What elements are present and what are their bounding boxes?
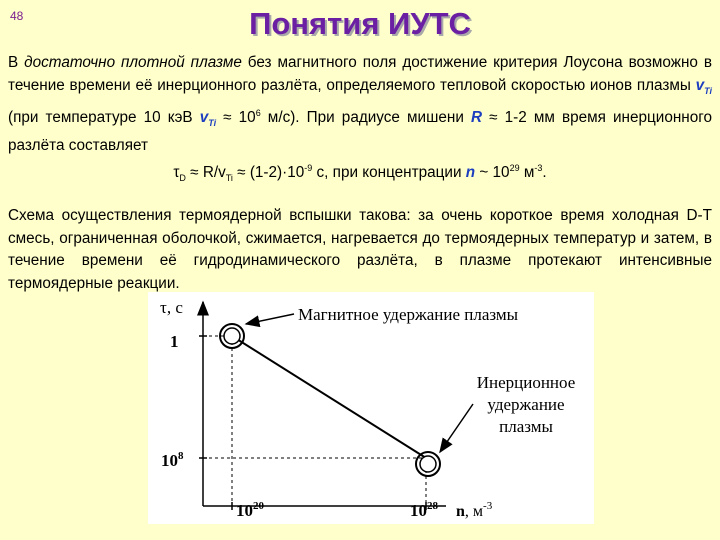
inertial-label-1: Инерционное xyxy=(476,373,576,392)
p1-velocity-symbol-2: $v_{Ti}$ xyxy=(199,109,217,129)
p1-text-6: ≈ 1-2 мм время инерционного разлёта составляет xyxy=(8,109,712,154)
diagram-svg xyxy=(148,292,594,524)
inertial-label-2: удержание xyxy=(487,395,565,414)
x-tick-1: $10^{20}$ xyxy=(236,500,264,520)
page-title: Понятия ИУТС xyxy=(249,6,471,41)
x-tick-2: $10^{28}$ xyxy=(410,500,438,520)
p1-text-5: м/с). При радиусе мишени xyxy=(260,109,471,127)
paragraph-scheme: Схема осуществления термоядерной вспышки такова: за очень короткое время холодная D-T смесь, ограниченная оболочкой, сжимается, нагревается до термоядерных температур и затем, в течение времени её гидродинамического разлёта, в плазме протекают интенсивные термоядерные реакции. xyxy=(8,207,712,292)
paragraph-inertial-time xyxy=(8,52,712,157)
y-tick-2: $10^8$ xyxy=(161,450,184,470)
formula-concentration-symbol: n xyxy=(465,164,476,182)
p1-power: 6 xyxy=(255,108,261,119)
formula-line: $\tau_D \approx R/v_{Ti} \approx (1-2)\cdot 10^{-9}$ с, при концентрации n ~ $10^{29}$ $м^{-3}$. xyxy=(173,163,547,184)
p1-velocity-symbol: $v_{Ti}$ xyxy=(695,76,712,96)
p1-text-1: В xyxy=(8,54,25,71)
inertial-arrow xyxy=(440,404,473,452)
p1-radius-symbol: R xyxy=(470,109,483,127)
y-tick-1: 1 xyxy=(170,332,179,351)
p1-text-4: ≈ 10 xyxy=(216,109,256,127)
inertial-label-3: плазмы xyxy=(499,417,553,436)
confinement-diagram xyxy=(148,292,594,524)
x-axis-label: n, $м^{-3}$ xyxy=(456,500,493,520)
confinement-line xyxy=(232,336,426,458)
inertial-marker-inner xyxy=(420,456,436,472)
p1-dense-plasma: достаточно плотной плазме xyxy=(24,54,242,71)
magnetic-marker-inner xyxy=(224,328,240,344)
p1-text-3: (при температуре 10 кэВ xyxy=(8,109,200,127)
slide-number: 48 xyxy=(10,9,24,23)
y-axis-label: τ, с xyxy=(160,298,183,317)
magnetic-arrow xyxy=(246,314,294,324)
magnetic-label: Магнитное удержание плазмы xyxy=(298,305,519,324)
p1-text-2: без магнитного поля достижение критерия Лоусона возможно в течение времени её инерционного разлёта, определяемого тепловой скоростью ионов плазмы xyxy=(8,54,712,94)
